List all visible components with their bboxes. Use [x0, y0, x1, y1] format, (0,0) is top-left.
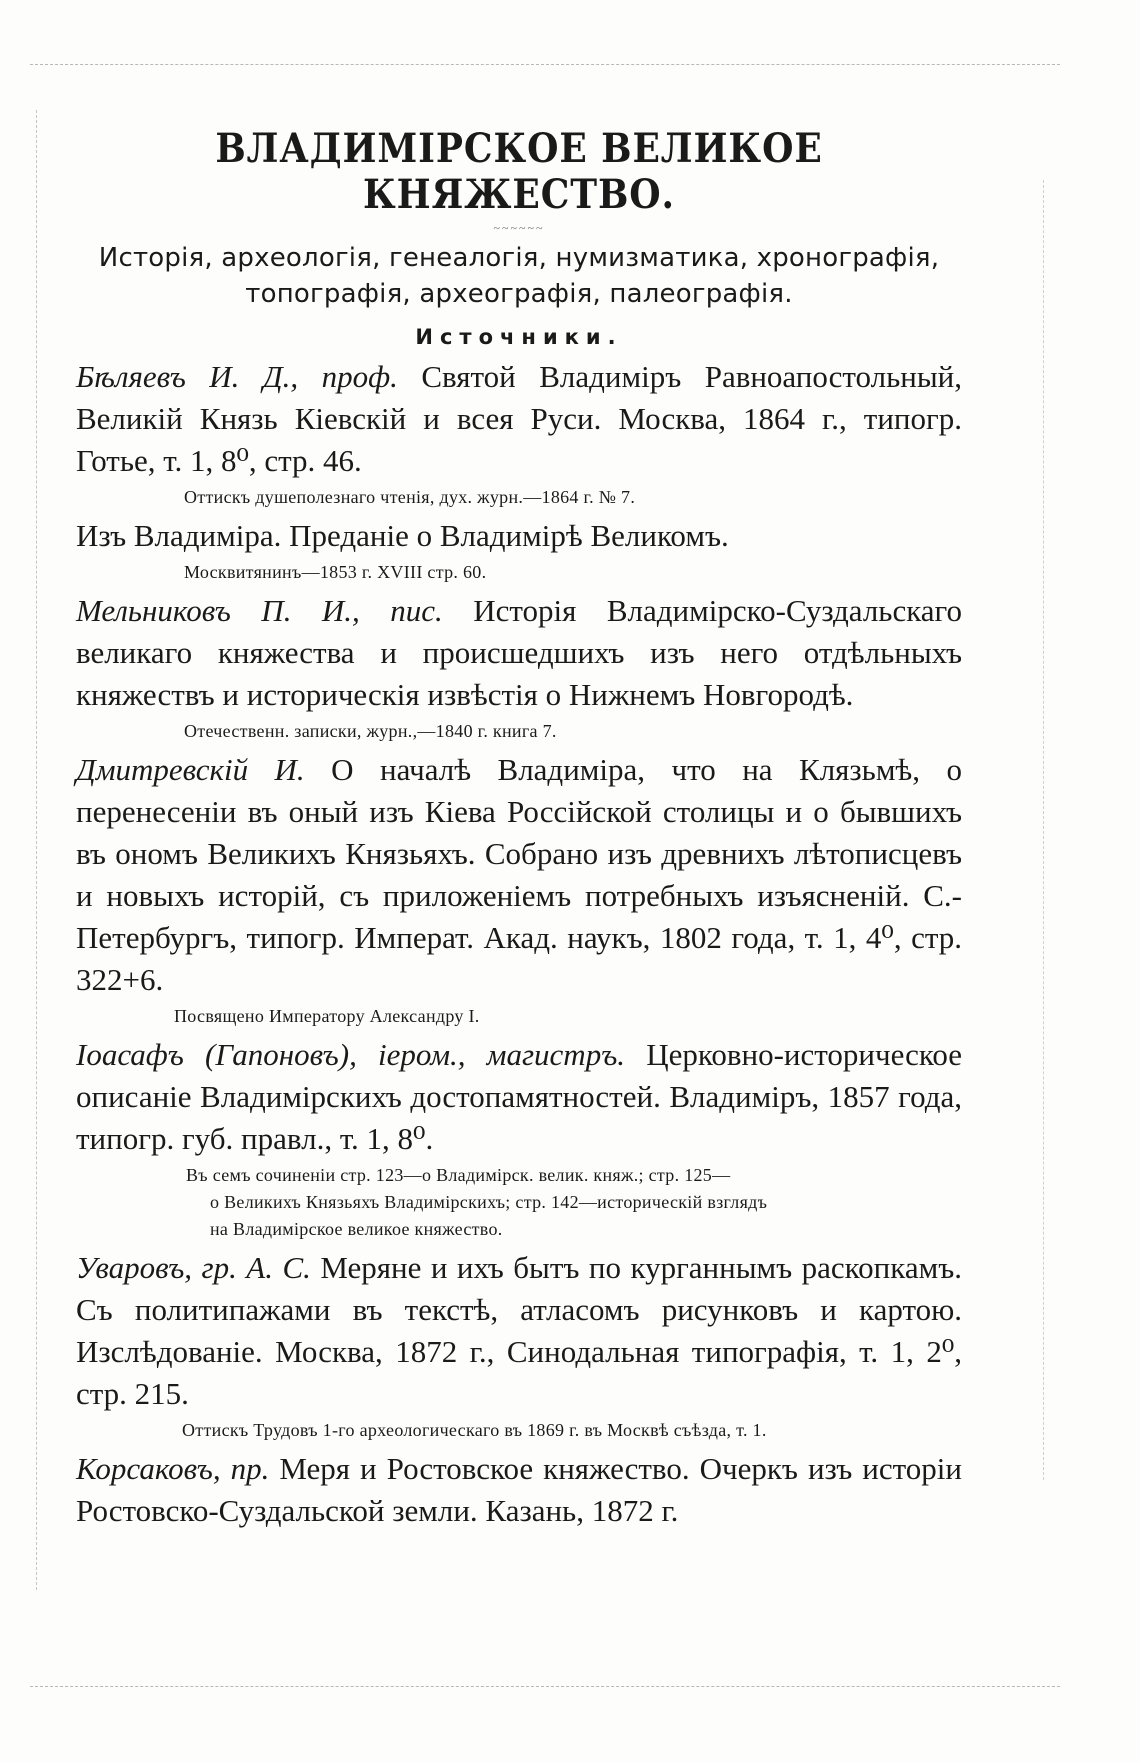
bibliography-entry [76, 356, 962, 511]
entry-author: Дмитревскiй И. [76, 752, 305, 787]
entry-author: Бѣляевъ И. Д., проф. [76, 359, 398, 394]
entry-text: Меряне и ихъ бытъ по курганнымъ раскопкамъ. Съ политипажами въ текстѣ, атласомъ рисунковъ и картою. Изслѣдованiе. Москва, 1872 г., Синодальная типографiя, т. 1, 2⁰, стр. 215. [76, 1250, 962, 1411]
entry-author: Мельниковъ П. И., пис. [76, 593, 443, 628]
bibliography-entry [76, 1448, 962, 1532]
left-margin-line [36, 110, 37, 1590]
top-rule [30, 64, 1060, 65]
entry-author: Корсаковъ, пр. [76, 1451, 270, 1486]
bibliography-entry [76, 590, 962, 745]
entry-text: Церковно-историческое описанiе Владимiрскихъ достопамятностей. Владимiръ, 1857 года, типогр. губ. правл., т. 1, 8⁰. [76, 1037, 962, 1156]
entry-note: Отечественн. записки, журн.,—1840 г. книга 7. [184, 721, 557, 741]
entry-note [76, 1162, 962, 1243]
page-title: ВЛАДИМIРСКОЕ ВЕЛИКОЕ КНЯЖЕСТВО. [215, 125, 823, 218]
page-subtitle: Исторiя, археологiя, генеалогiя, нумизматика, хронографiя, топографiя, археографiя, палеографiя. [98, 243, 940, 309]
entry-note-line: на Владимiрское великое княжество. [210, 1219, 503, 1239]
bottom-rule [30, 1686, 1060, 1687]
entry-text: О началѣ Владимiра, что на Клязьмѣ, о перенесенiи въ оный изъ Кiева Россiйской столицы и о бывшихъ въ ономъ Великихъ Князьяхъ. Собрано изъ древнихъ лѣтописцевъ и новыхъ исторiй, съ приложенiемъ потребныхъ изъясненiй. С.-Петербургъ, типогр. Императ. Акад. наукъ, 1802 года, т. 1, 4⁰, стр. 322+6. [76, 752, 962, 997]
entry-text: Исторiя Владимiрско-Суздальскаго великаго княжества и происшедшихъ изъ него отдѣльныхъ княжествъ и историческiя извѣстiя о Нижнемъ Новгородѣ. [76, 593, 962, 712]
entry-text: Изъ Владимiра. Преданiе о Владимiрѣ Великомъ. [76, 518, 729, 553]
entry-note: Москвитянинъ—1853 г. XVIII стр. 60. [184, 562, 487, 582]
right-margin-line [1043, 180, 1044, 1480]
bibliography-entry [76, 1034, 962, 1243]
entry-author: Уваровъ, гр. А. С. [76, 1250, 311, 1285]
entry-note-line: Въ семъ сочиненiи стр. 123—о Владимiрск. велик. княж.; стр. 125— [186, 1165, 731, 1185]
entry-author: Iоасафъ (Гапоновъ), iером., магистръ. [76, 1037, 626, 1072]
page-body [76, 126, 962, 1532]
entry-note: Оттискъ душеполезнаго чтенiя, дух. журн.—1864 г. № 7. [184, 487, 636, 507]
entry-note: Оттискъ Трудовъ 1-го археологическаго въ 1869 г. въ Москвѣ съѣзда, т. 1. [182, 1420, 767, 1440]
title-ornament: ~~~~~~ [493, 221, 545, 235]
bibliography-entry [76, 1247, 962, 1444]
entry-note-line: о Великихъ Князьяхъ Владимiрскихъ; стр. 142—историческiй взглядъ [210, 1192, 768, 1212]
bibliography-entry [76, 749, 962, 1030]
section-heading: Источники. [415, 325, 623, 349]
entry-note: Посвящено Императору Александру I. [174, 1006, 480, 1026]
bibliography-entry [76, 515, 962, 586]
entry-text: Святой Владимiръ Равноапостольный, Великiй Князь Кiевскiй и всея Руси. Москва, 1864 г., типогр. Готье, т. 1, 8⁰, стр. 46. [76, 359, 962, 478]
entry-text: Меря и Ростовское княжество. Очеркъ изъ исторiи Ростовско-Суздальской земли. Казань, 1872 г. [76, 1451, 962, 1528]
